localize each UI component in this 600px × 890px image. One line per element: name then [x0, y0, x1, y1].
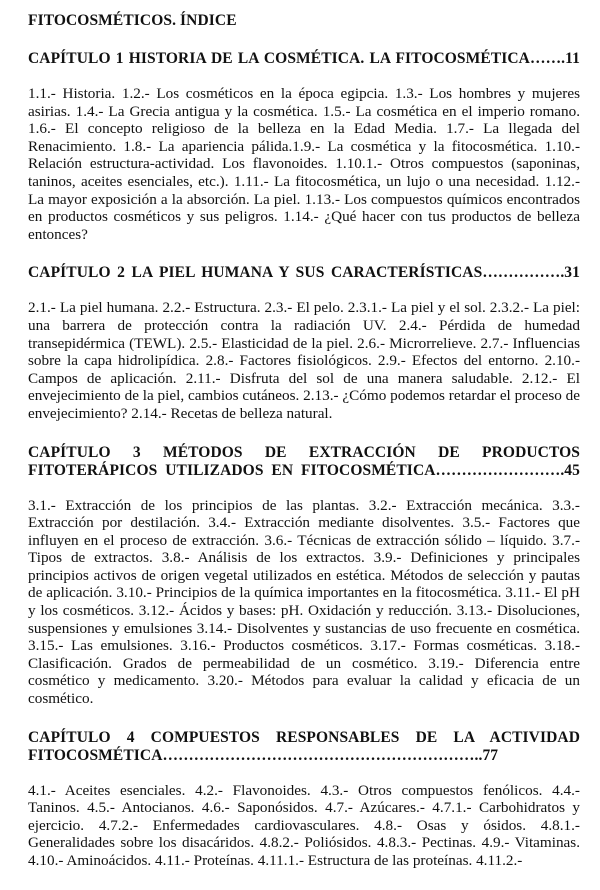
- page-title: FITOCOSMÉTICOS. ÍNDICE: [28, 12, 237, 29]
- chapter-heading: CAPÍTULO 3 MÉTODOS DE EXTRACCIÓN DE PRODUCTOS FITOTERÁPICOS UTILIZADOS EN FITOCOSMÉTICA…………………….45: [28, 443, 580, 479]
- chapter-heading: CAPÍTULO 2 LA PIEL HUMANA Y SUS CARACTERÍSTICAS…………….31: [28, 264, 580, 282]
- chapter-contents: 3.1.- Extracción de los principios de las plantas. 3.2.- Extracción mecánica. 3.3.- Extracción por destilación. 3.4.- Extracción mediante disolventes. 3.5.- Factores que influyen en el proceso de extracción. 3.6.- Técnicas de extracción sólido – líquido. 3.7.- Tipos de extractos. 3.8.- Análisis de los extractos. 3.9.- Definiciones y principales principios activos de origen vegetal utilizados en estética. Métodos de selección y pautas de aplicación. 3.10.- Principios de la química importantes en la fitocosmética. 3.11.- El pH y los cosméticos. 3.12.- Ácidos y bases: pH. Oxidación y reducción. 3.13.- Disoluciones, suspensiones y emulsiones 3.14.- Disolventes y sustancias de uso frecuente en cosmética. 3.15.- Las emulsiones. 3.16.- Productos cosméticos. 3.17.- Formas cosméticas. 3.18.- Clasificación. Grados de permeabilidad de un cosmético. 3.19.- Diferencia entre cosmético y medicamento. 3.20.- Métodos para evaluar la calidad y eficacia de un cosmético.: [28, 496, 580, 708]
- chapter-heading: CAPÍTULO 1 HISTORIA DE LA COSMÉTICA. LA FITOCOSMÉTICA…….11: [28, 50, 580, 67]
- chapter-1: [28, 50, 580, 243]
- chapter-contents: 1.1.- Historia. 1.2.- Los cosméticos en la época egipcia. 1.3.- Los hombres y mujeres asirias. 1.4.- La Grecia antigua y la cosmética. 1.5.- La cosmética en el imperio romano. 1.6.- El concepto religioso de la belleza en la Edad Media. 1.7.- La llegada del Renacimiento. 1.8.- La apariencia pálida.1.9.- La cosmética y la fitocosmética. 1.10.- Relación estructura-actividad. Los flavonoides. 1.10.1.- Otros compuestos (saponinas, taninos, aceites esenciales, etc.). 1.11.- La fitocosmética, un lujo o una necesidad. 1.12.- La mayor exposición a la absorción. La piel. 1.13.- Los compuestos químicos encontrados en productos cosméticos y sus peligros. 1.14.- ¿Qué hacer con tus productos de belleza entonces?: [28, 85, 580, 243]
- chapter-4: [28, 729, 580, 870]
- chapter-heading: CAPÍTULO 4 COMPUESTOS RESPONSABLES DE LA ACTIVIDAD FITOCOSMÉTICA……………………………………………………..77: [28, 728, 580, 764]
- chapter-contents: 4.1.- Aceites esenciales. 4.2.- Flavonoides. 4.3.- Otros compuestos fenólicos. 4.4.- Taninos. 4.5.- Antocianos. 4.6.- Saponósidos. 4.7.- Azúcares.- 4.7.1.- Carbohidratos y ejercicio. 4.7.2.- Enfermedades cardiovasculares. 4.8.- Osas y ósidos. 4.8.1.- Generalidades sobre los disacáridos. 4.8.2.- Poliósidos. 4.8.3.- Pectinas. 4.9.- Vitaminas. 4.10.- Aminoácidos. 4.11.- Proteínas. 4.11.1.- Estructura de las proteínas. 4.11.2.-: [28, 781, 580, 869]
- chapter-3: [28, 444, 580, 708]
- chapter-contents: 2.1.- La piel humana. 2.2.- Estructura. 2.3.- El pelo. 2.3.1.- La piel y el sol. 2.3.2.- La piel: una barrera de protección contra la radiación UV. 2.4.- Pérdida de humedad transepidérmica (TEWL). 2.5.- Elasticidad de la piel. 2.6.- Microrrelieve. 2.7.- Influencias sobre la capa hidrolipídica. 2.8.- Factores fisiológicos. 2.9.- Efectos del entorno. 2.10.- Campos de aplicación. 2.11.- Disfruta del sol de una manera saludable. 2.12.- El envejecimiento de la piel, cambios cutáneos. 2.13.- ¿Cómo podemos retardar el proceso de envejecimiento? 2.14.- Recetas de belleza natural.: [28, 299, 580, 422]
- chapter-2: [28, 264, 580, 422]
